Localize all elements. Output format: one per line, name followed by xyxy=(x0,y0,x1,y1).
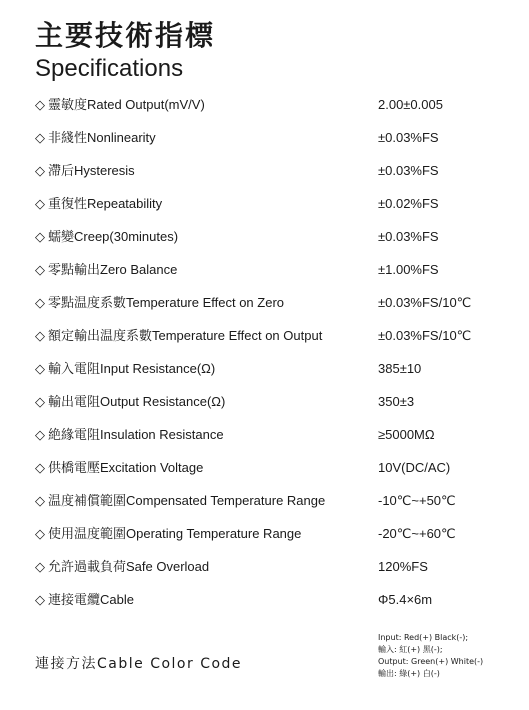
spec-row xyxy=(0,88,529,121)
spec-row xyxy=(0,484,529,517)
spec-row xyxy=(0,352,529,385)
spec-label: 非綫性Nonlinearity xyxy=(48,130,156,145)
spec-label: 温度補償範圍Compensated Temperature Range xyxy=(48,493,326,508)
diamond-bullet: ◇ xyxy=(35,196,45,211)
spec-row xyxy=(0,451,529,484)
diamond-bullet: ◇ xyxy=(35,361,45,376)
spec-value: ±0.03%FS/10℃ xyxy=(378,328,472,343)
spec-row xyxy=(0,121,529,154)
cable-color-code-details xyxy=(378,632,528,680)
spec-value: ±0.03%FS xyxy=(378,229,439,244)
spec-value: 120%FS xyxy=(378,559,428,574)
cable-color-code-title: 連接方法Cable Color Code xyxy=(35,656,243,672)
spec-label: 連接電纜Cable xyxy=(48,592,134,607)
spec-label: 輸出電阻Output Resistance(Ω) xyxy=(48,394,226,409)
spec-value: 385±10 xyxy=(378,361,422,376)
spec-row xyxy=(0,253,529,286)
spec-label: 零點輸出Zero Balance xyxy=(48,262,178,277)
spec-row xyxy=(0,187,529,220)
spec-row xyxy=(0,154,529,187)
spec-row xyxy=(0,517,529,550)
spec-label: 使用温度範圍Operating Temperature Range xyxy=(48,526,302,541)
diamond-bullet: ◇ xyxy=(35,460,45,475)
cable-code-line: Input: Red(+) Black(-); xyxy=(378,633,469,642)
diamond-bullet: ◇ xyxy=(35,526,45,541)
cable-code-line: 輸入: 紅(+) 黑(-); xyxy=(378,645,443,654)
spec-label: 輸入電阻Input Resistance(Ω) xyxy=(48,361,216,376)
spec-row xyxy=(0,286,529,319)
spec-value: Φ5.4×6m xyxy=(378,592,433,607)
spec-value: ±1.00%FS xyxy=(378,262,439,277)
diamond-bullet: ◇ xyxy=(35,592,45,607)
spec-value: ≥5000MΩ xyxy=(378,427,435,442)
spec-value: -10℃~+50℃ xyxy=(378,493,456,508)
spec-label: 絶緣電阻Insulation Resistance xyxy=(48,427,224,442)
spec-label: 額定輸出温度系數Temperature Effect on Output xyxy=(48,328,323,343)
spec-row xyxy=(0,583,529,616)
spec-value: ±0.03%FS xyxy=(378,130,439,145)
spec-value: ±0.03%FS xyxy=(378,163,439,178)
diamond-bullet: ◇ xyxy=(35,559,45,574)
diamond-bullet: ◇ xyxy=(35,130,45,145)
spec-row xyxy=(0,418,529,451)
spec-label: 供橋電壓Excitation Voltage xyxy=(48,460,204,475)
cable-code-line: Output: Green(+) White(-) xyxy=(378,657,484,666)
spec-value: ±0.03%FS/10℃ xyxy=(378,295,472,310)
page-title-zh: 主要技術指標 xyxy=(35,19,216,52)
spec-label: 允許過載負荷Safe Overload xyxy=(48,559,210,574)
spec-label: 重復性Repeatability xyxy=(48,196,163,211)
diamond-bullet: ◇ xyxy=(35,427,45,442)
spec-row xyxy=(0,385,529,418)
diamond-bullet: ◇ xyxy=(35,262,45,277)
diamond-bullet: ◇ xyxy=(35,493,45,508)
diamond-bullet: ◇ xyxy=(35,229,45,244)
spec-row xyxy=(0,550,529,583)
spec-row xyxy=(0,220,529,253)
diamond-bullet: ◇ xyxy=(35,328,45,343)
diamond-bullet: ◇ xyxy=(35,295,45,310)
spec-label: 零點温度系數Temperature Effect on Zero xyxy=(48,295,285,310)
diamond-bullet: ◇ xyxy=(35,394,45,409)
spec-value: ±0.02%FS xyxy=(378,196,439,211)
spec-label: 滯后Hysteresis xyxy=(48,163,135,178)
page-title-en: Specifications xyxy=(35,55,184,82)
spec-value: -20℃~+60℃ xyxy=(378,526,456,541)
spec-value: 2.00±0.005 xyxy=(378,97,443,112)
spec-row xyxy=(0,319,529,352)
spec-label: 蠕變Creep(30minutes) xyxy=(48,229,179,244)
cable-code-line: 輸出: 綠(+) 白(-) xyxy=(378,669,440,678)
spec-label: 靈敏度Rated Output(mV/V) xyxy=(48,97,205,112)
diamond-bullet: ◇ xyxy=(35,97,45,112)
spec-value: 350±3 xyxy=(378,394,415,409)
spec-value: 10V(DC/AC) xyxy=(378,460,451,475)
diamond-bullet: ◇ xyxy=(35,163,45,178)
